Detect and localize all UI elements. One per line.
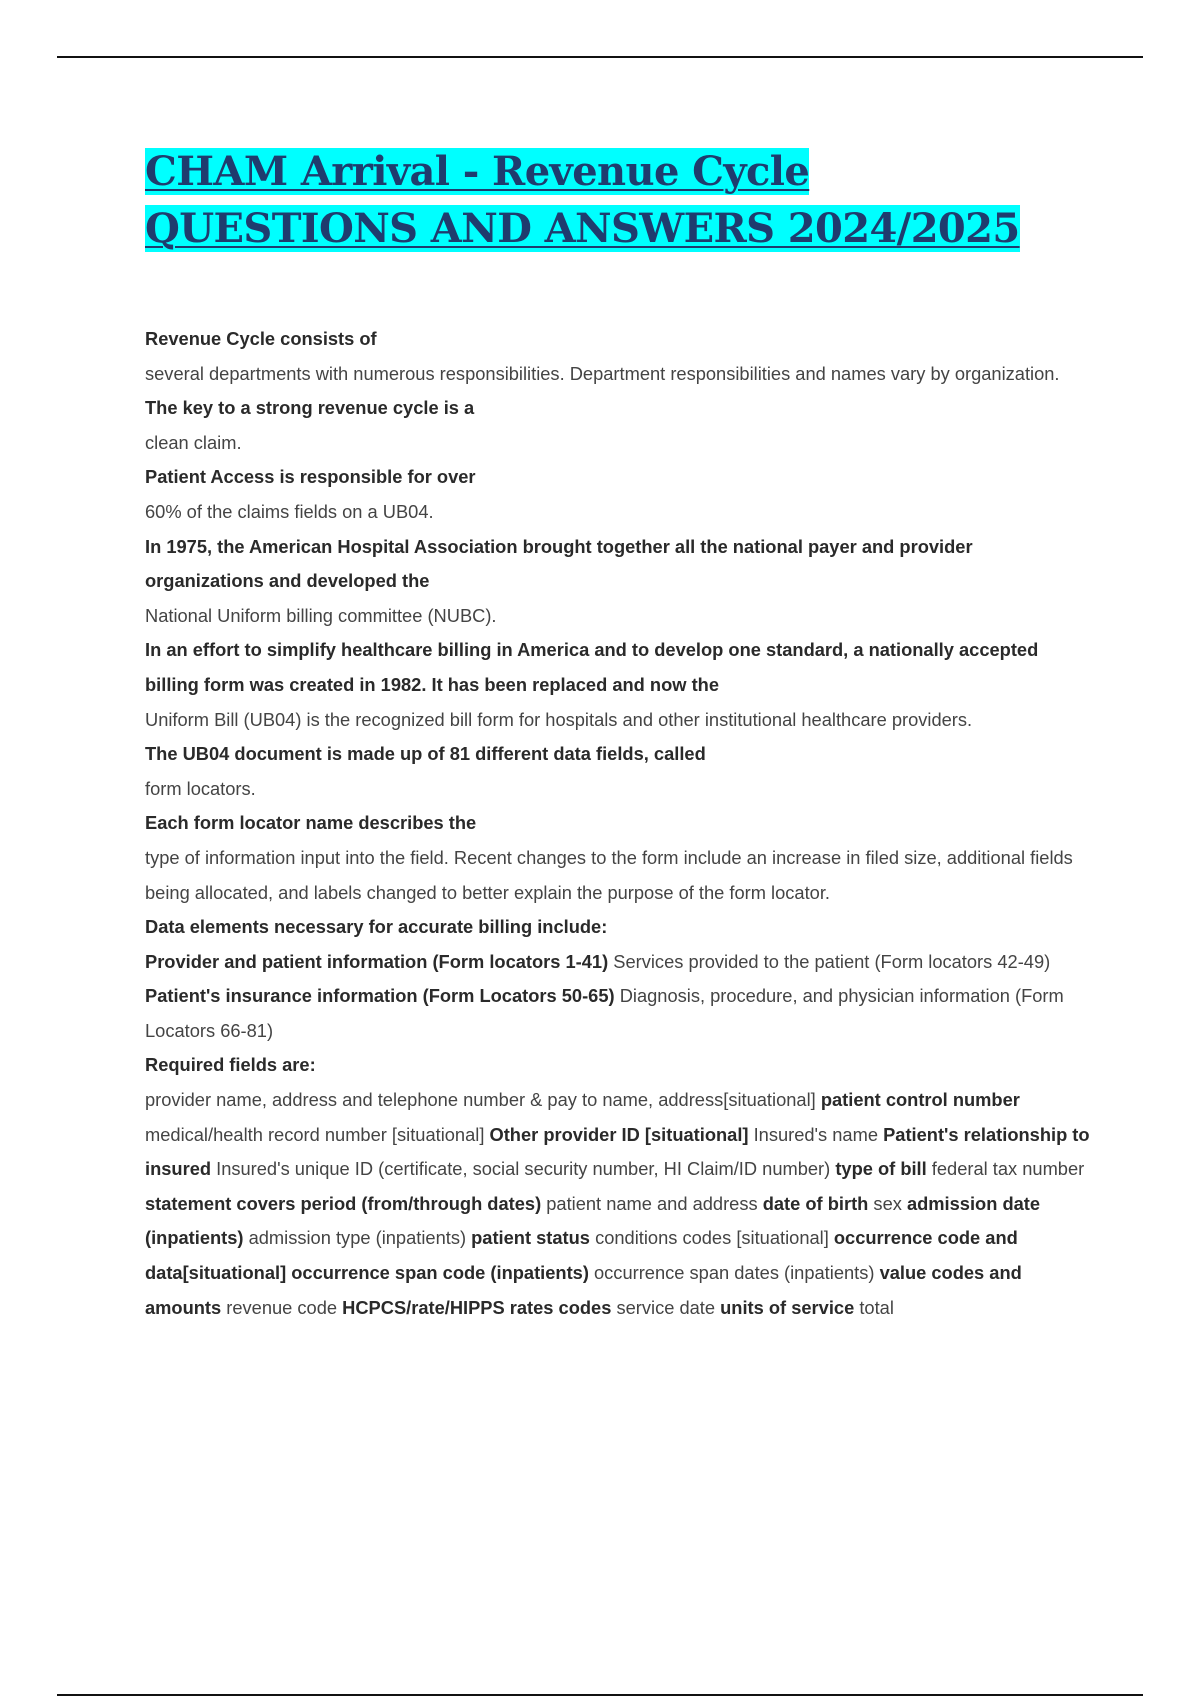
question: Patient Access is responsible for over xyxy=(145,466,476,488)
answer-segment-bold: date of birth xyxy=(762,1192,869,1214)
document-title-text[interactable]: CHAM Arrival - Revenue Cycle QUESTIONS AND ANSWERS 2024/2025 xyxy=(145,148,1020,252)
question: The UB04 document is made up of 81 different data fields, called xyxy=(145,743,706,765)
answer: 60% of the claims fields on a UB04. xyxy=(145,500,434,522)
answer-segment: federal tax number xyxy=(926,1158,1085,1180)
question: In an effort to simplify healthcare billing in America and to develop one standard, a nationally accepted billing form was created in 1982. It has been replaced and now the xyxy=(145,639,1039,695)
answer-segment: provider name, address and telephone number & pay to name, address[situational] xyxy=(145,1089,821,1111)
answer-segment-bold: Other provider ID [situational] xyxy=(489,1123,749,1145)
answer: several departments with numerous responsibilities. Department responsibilities and names vary by organization. xyxy=(145,362,1060,384)
answer: National Uniform billing committee (NUBC). xyxy=(145,604,497,626)
answer-segment-bold: type of bill xyxy=(835,1158,927,1180)
document-body xyxy=(145,322,1090,1325)
answer-segment: total xyxy=(854,1296,894,1318)
answer-segment-bold: patient control number xyxy=(820,1089,1020,1111)
answer-segment-bold: patient status xyxy=(471,1227,590,1249)
question: Each form locator name describes the xyxy=(145,812,477,834)
question: In 1975, the American Hospital Association brought together all the national payer and provider organizations and developed the xyxy=(145,535,973,592)
question: The key to a strong revenue cycle is a xyxy=(145,397,475,419)
answer-segment-bold: Provider and patient information (Form locators 1-41) xyxy=(145,950,609,972)
answer-segment: Services provided to the patient (Form locators 42-49) xyxy=(608,950,1051,972)
answer: form locators. xyxy=(145,777,256,799)
header-rule xyxy=(57,56,1143,58)
answer-segment-bold: units of service xyxy=(720,1296,855,1318)
answer-segment-bold: value codes and amounts xyxy=(145,1262,1022,1318)
answer-segment-bold: Patient's insurance information (Form Locators 50-65) xyxy=(145,985,615,1007)
answer-segment-bold: statement covers period (from/through dates) xyxy=(145,1192,542,1214)
answer-segment: service date xyxy=(611,1296,721,1318)
question: Revenue Cycle consists of xyxy=(145,328,377,349)
answer-segment: revenue code xyxy=(221,1296,343,1318)
document-title xyxy=(145,143,1075,257)
data-elements-answer xyxy=(145,945,1090,1049)
answer-segment: patient name and address xyxy=(541,1192,763,1214)
answer: Uniform Bill (UB04) is the recognized bill form for hospitals and other institutional healthcare providers. xyxy=(145,708,973,730)
answer-segment: occurrence span dates (inpatients) xyxy=(588,1262,880,1284)
answer-segment: medical/health record number [situational] xyxy=(145,1123,490,1145)
footer-rule xyxy=(57,1694,1143,1696)
answer-segment: admission type (inpatients) xyxy=(243,1227,472,1249)
answer-segment-bold: admission date (inpatients) xyxy=(145,1192,1041,1249)
answer-segment-bold: occurrence code and data[situational] occurrence span code (inpatients) xyxy=(145,1227,1018,1284)
answer-segment: Diagnosis, procedure, and physician information (Form Locators 66-81) xyxy=(145,985,1064,1041)
question: Data elements necessary for accurate billing include: xyxy=(145,916,608,938)
answer-segment: sex xyxy=(868,1192,907,1214)
answer-segment-bold: Patient's relationship to insured xyxy=(145,1123,1090,1180)
answer: clean claim. xyxy=(145,431,242,453)
answer: type of information input into the field. Recent changes to the form include an increase in filed size, additional fields being allocated, and labels changed to better explain the purpose of the form locator. xyxy=(145,846,1073,903)
answer-segment: conditions codes [situational] xyxy=(589,1227,834,1249)
answer-segment: Insured's name xyxy=(748,1123,884,1145)
answer-segment-bold: HCPCS/rate/HIPPS rates codes xyxy=(342,1296,612,1318)
question: Required fields are: xyxy=(145,1054,316,1076)
required-fields-answer xyxy=(145,1083,1090,1325)
answer-segment: Insured's unique ID (certificate, social security number, HI Claim/ID number) xyxy=(211,1158,836,1180)
